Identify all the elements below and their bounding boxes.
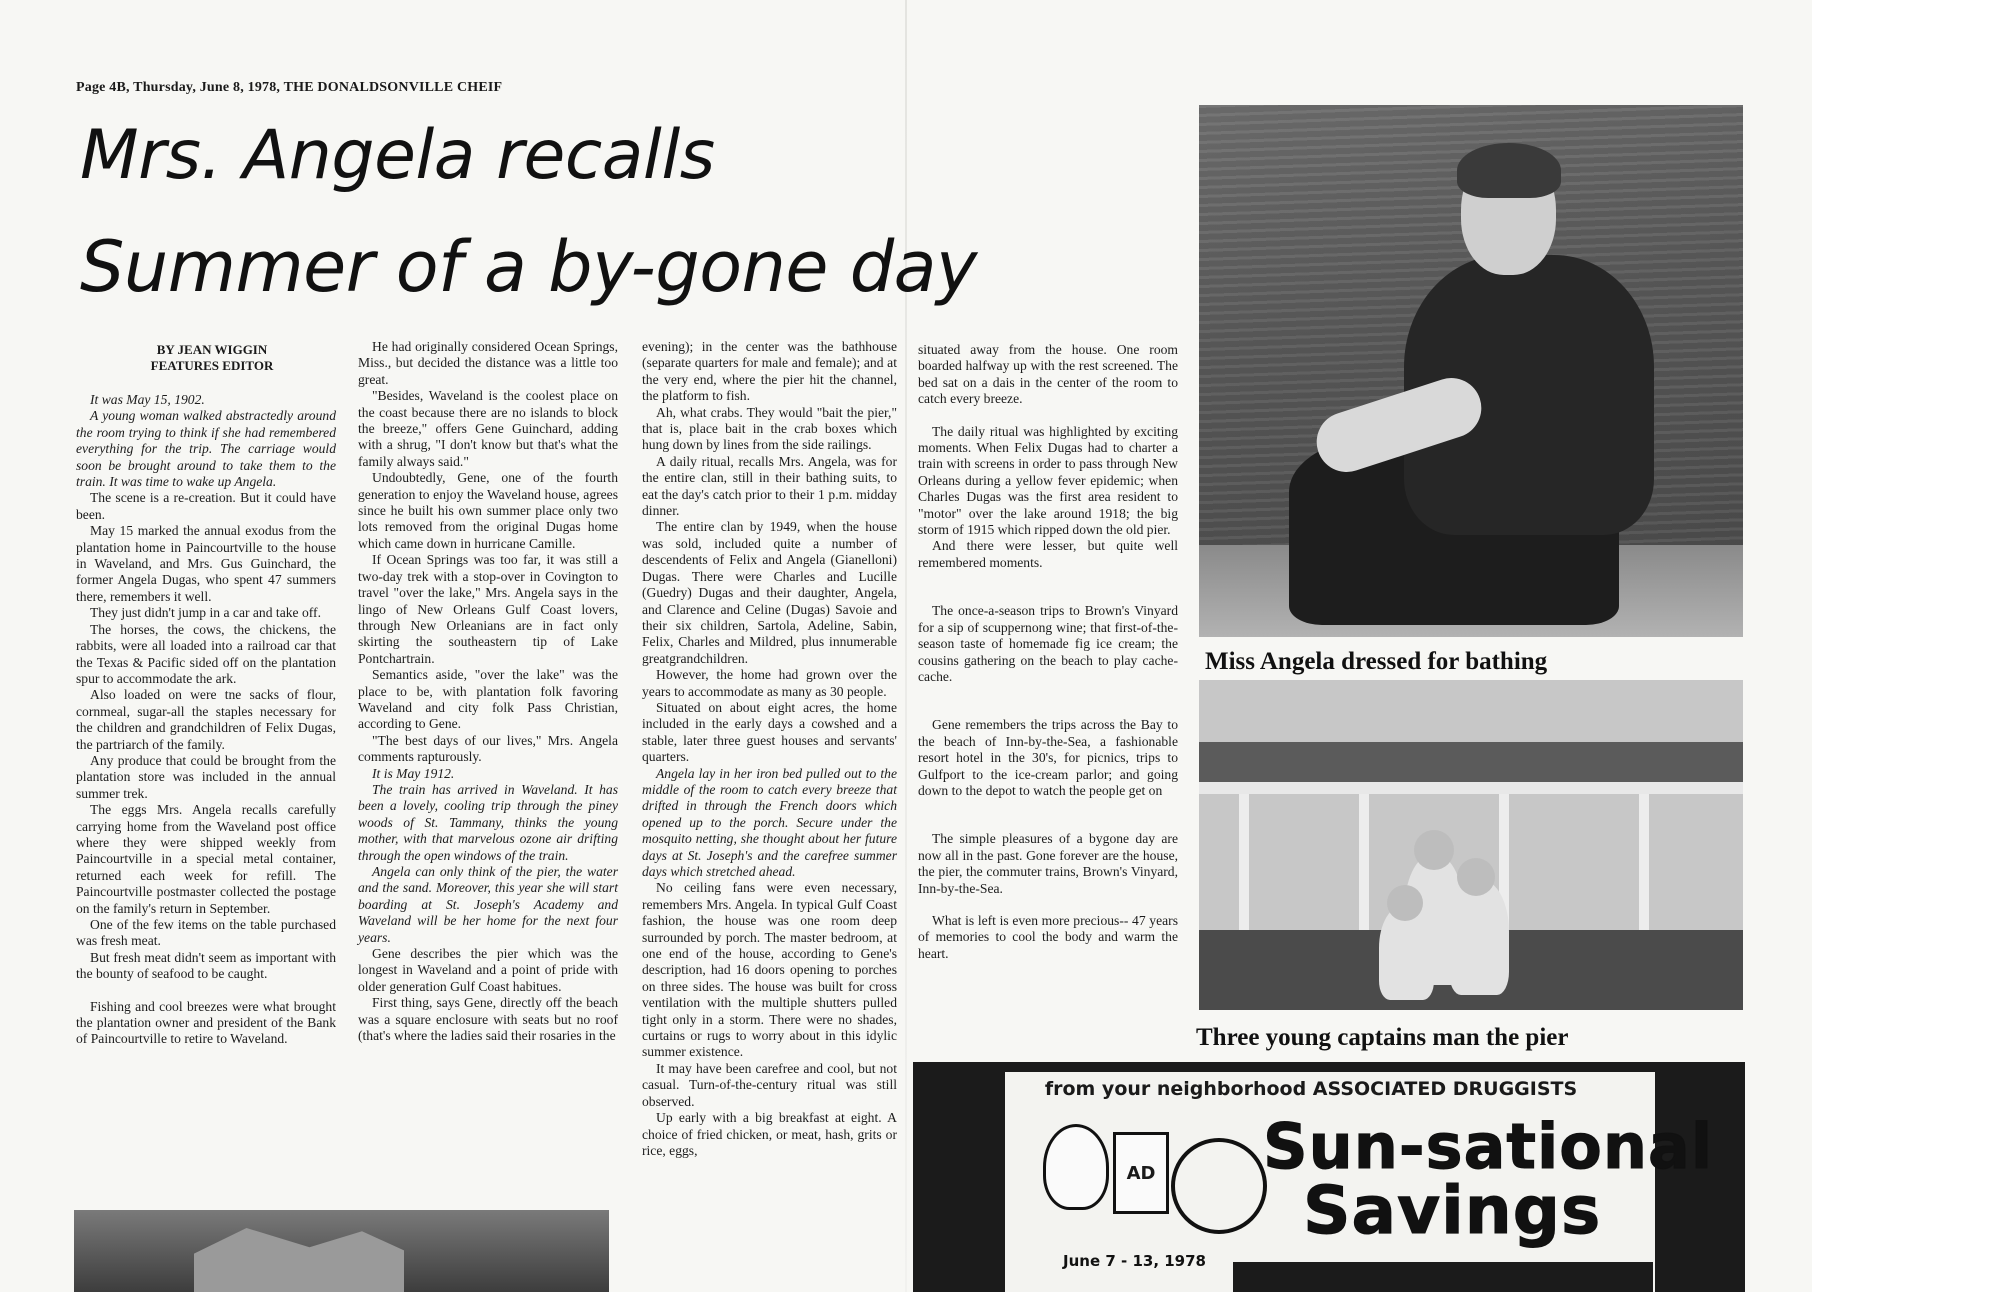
article-paragraph: What is left is even more precious-- 47 years of memories to cool the body and warm the heart.	[918, 912, 1178, 961]
article-paragraph: And there were lesser, but quite well remembered moments.	[918, 538, 1178, 570]
mascot-icon	[1043, 1124, 1109, 1210]
article-paragraph: Undoubtedly, Gene, one of the fourth generation to enjoy the Waveland house, agrees since he built his own summer place only two lots removed from the original Dugas home which came down in hurricane Camille.	[358, 470, 618, 551]
ad-logo-icon: AD	[1113, 1132, 1169, 1214]
article-paragraph: A young woman walked abstractedly around the room trying to think if she had remembered everything for the trip. The carriage would soon be brought around to take them to the train. It was time to wake up Angela.	[76, 408, 336, 490]
article-paragraph: The horses, the cows, the chickens, the rabbits, were all loaded into a railroad car that the Texas & Pacific sided off on the plantation spur to accommodate the ark.	[76, 621, 336, 686]
article-paragraph: Ah, what crabs. They would "bait the pier," that is, place bait in the crab boxes which hung down by lines from the side railings.	[642, 404, 897, 453]
article-paragraph: Semantics aside, "over the lake" was the place to be, with plantation folk favoring Waveland and city folk Pass Christian, according to Gene.	[358, 667, 618, 732]
article-paragraph: Up early with a big breakfast at eight. A choice of fried chicken, or meat, hash, grits or rice, eggs,	[642, 1110, 897, 1158]
article-paragraph: One of the few items on the table purchased was fresh meat.	[76, 917, 336, 949]
article-paragraph: Fishing and cool breezes were what brought the plantation owner and president of the Bank of Paincourtville to retire to Waveland.	[76, 998, 336, 1047]
article-paragraph: A daily ritual, recalls Mrs. Angela, was for the entire clan, still in their bathing suits, to eat the day's catch prior to their 1 p.m. midday dinner.	[642, 453, 897, 519]
article-paragraph: "Besides, Waveland is the coolest place on the coast because there are no islands to block the breeze," offers Gene Guinchard, adding with a shrug, "I don't know but that's what the family always said."	[358, 388, 618, 469]
article-column-2	[358, 339, 618, 1044]
headline-line-2: Summer of a by-gone day	[80, 226, 977, 308]
article-paragraph: evening); in the center was the bathhouse (separate quarters for male and female); and at the very end, where the pier hit the channel, the platform to fish.	[642, 339, 897, 404]
byline-title: FEATURES EDITOR	[150, 358, 274, 374]
article-paragraph: Angela can only think of the pier, the water and the sand. Moreover, this year she will start boarding at St. Joseph's Academy and Waveland will be her home for the next four years.	[358, 864, 618, 945]
article-paragraph: It is May 1912.	[372, 765, 455, 781]
sun-face-icon	[1171, 1138, 1267, 1234]
article-paragraph: The scene is a re-creation. But it could have been.	[76, 490, 336, 522]
article-paragraph: It may have been carefree and cool, but not casual. Turn-of-the-century ritual was still observed.	[642, 1060, 897, 1109]
article-paragraph: The entire clan by 1949, when the house was sold, included quite a number of descendents of Felix and Angela (Gianelloni) Dugas. There were Charles and Lucille (Guedry) Dugas and their daughter, Angela, and Clarence and Celine (Dugas) Savoie and their six children, Sartola, Adeline, Sabin, Felix, Charles and Mildred, plus innumerable greatgrandchildren.	[642, 519, 897, 666]
article-paragraph: Situated on about eight acres, the home included in the early days a cowshed and a stable, later three guest houses and servants' quarters.	[642, 699, 897, 765]
article-paragraph: It was May 15, 1902.	[90, 392, 205, 407]
byline	[76, 342, 348, 375]
photo-caption-bathing: Miss Angela dressed for bathing	[1205, 648, 1548, 675]
ad-tagline: from your neighborhood ASSOCIATED DRUGGISTS	[1044, 1078, 1578, 1100]
article-paragraph: The eggs Mrs. Angela recalls carefully carrying home from the Waveland post office where they were shipped weekly from Paincourtville in a special metal container, returned each week for refill. The Paincourtville postmaster collected the postage on the family's return in September.	[76, 802, 336, 916]
photo-three-captains	[1199, 680, 1743, 1010]
article-paragraph: Gene remembers the trips across the Bay to the beach of Inn-by-the-Sea, a fashionable resort hotel in the 30's, for picnics, trips to Gulfport to the ice-cream parlor; and going down to the depot to watch the people get on	[918, 717, 1178, 798]
scan-margin	[1812, 0, 2011, 1292]
article-paragraph: No ceiling fans were even necessary, remembers Mrs. Angela. In typical Gulf Coast fashion, the house was one room deep surrounded by porch. The master bedroom, at one end of the house, according to Gene's description, had 16 doors opening to porches on three sides. The house was built for cross ventilation with the multiple shutters pulled tight only in a storm. There were no shades, curtains or rugs to worry about in this idylic summer existence.	[642, 880, 897, 1060]
article-paragraph: But fresh meat didn't seem as important with the bounty of seafood to be caught.	[76, 949, 336, 982]
article-paragraph: If Ocean Springs was too far, it was still a two-day trek with a stop-over in Covington to travel "over the lake," Mrs. Angela says in the lingo of New Orleans Gulf Coast lovers, through New Orleanians are in fact only skirting the southeastern tip of Lake Pontchartrain.	[358, 552, 618, 666]
photo-waveland-house	[74, 1210, 609, 1292]
article-paragraph: May 15 marked the annual exodus from the plantation home in Paincourtville to the house in Waveland, and Mrs. Gus Guinchard, the former Angela Dugas, who spent 47 summers there, remembers it well.	[76, 523, 336, 604]
byline-name: BY JEAN WIGGIN	[156, 342, 268, 357]
article-paragraph: situated away from the house. One room boarded halfway up with the rest screened. The bed sat on a dais in the center of the room to catch every breeze.	[918, 342, 1178, 407]
article-paragraph: However, the home had grown over the years to accommodate as many as 30 people.	[642, 667, 897, 699]
article-paragraph: The daily ritual was highlighted by exciting moments. When Felix Dugas had to charter a train with screens in order to pass through New Orleans during a yellow fever epidemic; when Charles Dugas was the first area resident to "motor" over the lake around 1918; the big storm of 1915 which ripped down the old pier.	[918, 423, 1178, 538]
headline-line-1: Mrs. Angela recalls	[80, 116, 715, 195]
article-paragraph: The train has arrived in Waveland. It has been a lovely, cooling trip through the piney woods of St. Tammany, thinks the young mother, with that marvelous ozone air drifting through the open windows of the train.	[358, 781, 618, 863]
photo-caption-captains: Three young captains man the pier	[1196, 1024, 1569, 1051]
article-paragraph: Also loaded on were tne sacks of flour, cornmeal, sugar-all the staples necessary for the children and grandchildren of Felix Dugas, the partriarch of the family.	[76, 687, 336, 752]
article-column-4	[918, 342, 1178, 962]
article-column-3	[642, 339, 897, 1159]
article-paragraph: Any produce that could be brought from the plantation store was included in the annual summer trek.	[76, 752, 336, 801]
page-fold	[905, 0, 907, 1292]
article-paragraph: Angela lay in her iron bed pulled out to the middle of the room to catch every breeze that drifted in through the French doors which opened up to the porch. Secure under the mosquito netting, she thought about her future days at St. Joseph's and the carefree summer days which stretched ahead.	[642, 765, 897, 879]
article-paragraph: "The best days of our lives," Mrs. Angela comments rapturously.	[358, 732, 618, 765]
photo-miss-angela-bathing	[1199, 105, 1743, 637]
article-paragraph: Gene describes the pier which was the longest in Waveland and a point of pride with older generation Gulf Coast habitues.	[358, 946, 618, 994]
page-header: Page 4B, Thursday, June 8, 1978, THE DONALDSONVILLE CHEIF	[76, 80, 503, 95]
article-paragraph: First thing, says Gene, directly off the beach was a square enclosure with seats but no roof (that's where the ladies said their rosaries in the	[358, 995, 618, 1044]
ad-headline-line-2: Savings	[1303, 1172, 1602, 1249]
article-paragraph: The simple pleasures of a bygone day are now all in the past. Gone forever are the house, the pier, the commuter trains, Brown's Vinyard, Inn-by-the-Sea.	[918, 831, 1178, 896]
advertisement-associated-druggists	[913, 1062, 1745, 1292]
ad-dates: June 7 - 13, 1978	[1063, 1252, 1206, 1270]
article-column-1	[76, 392, 336, 1048]
ad-headline-line-1: Sun-sational	[1263, 1110, 1714, 1183]
article-paragraph: He had originally considered Ocean Springs, Miss., but decided the distance was a little too great.	[358, 339, 618, 387]
article-paragraph: The once-a-season trips to Brown's Vinyard for a sip of scuppernong wine; that first-of-the-season taste of homemade fig ice cream; the cousins gathering on the beach to play cache-cache.	[918, 603, 1178, 684]
article-paragraph: They just didn't jump in a car and take off.	[90, 605, 321, 621]
